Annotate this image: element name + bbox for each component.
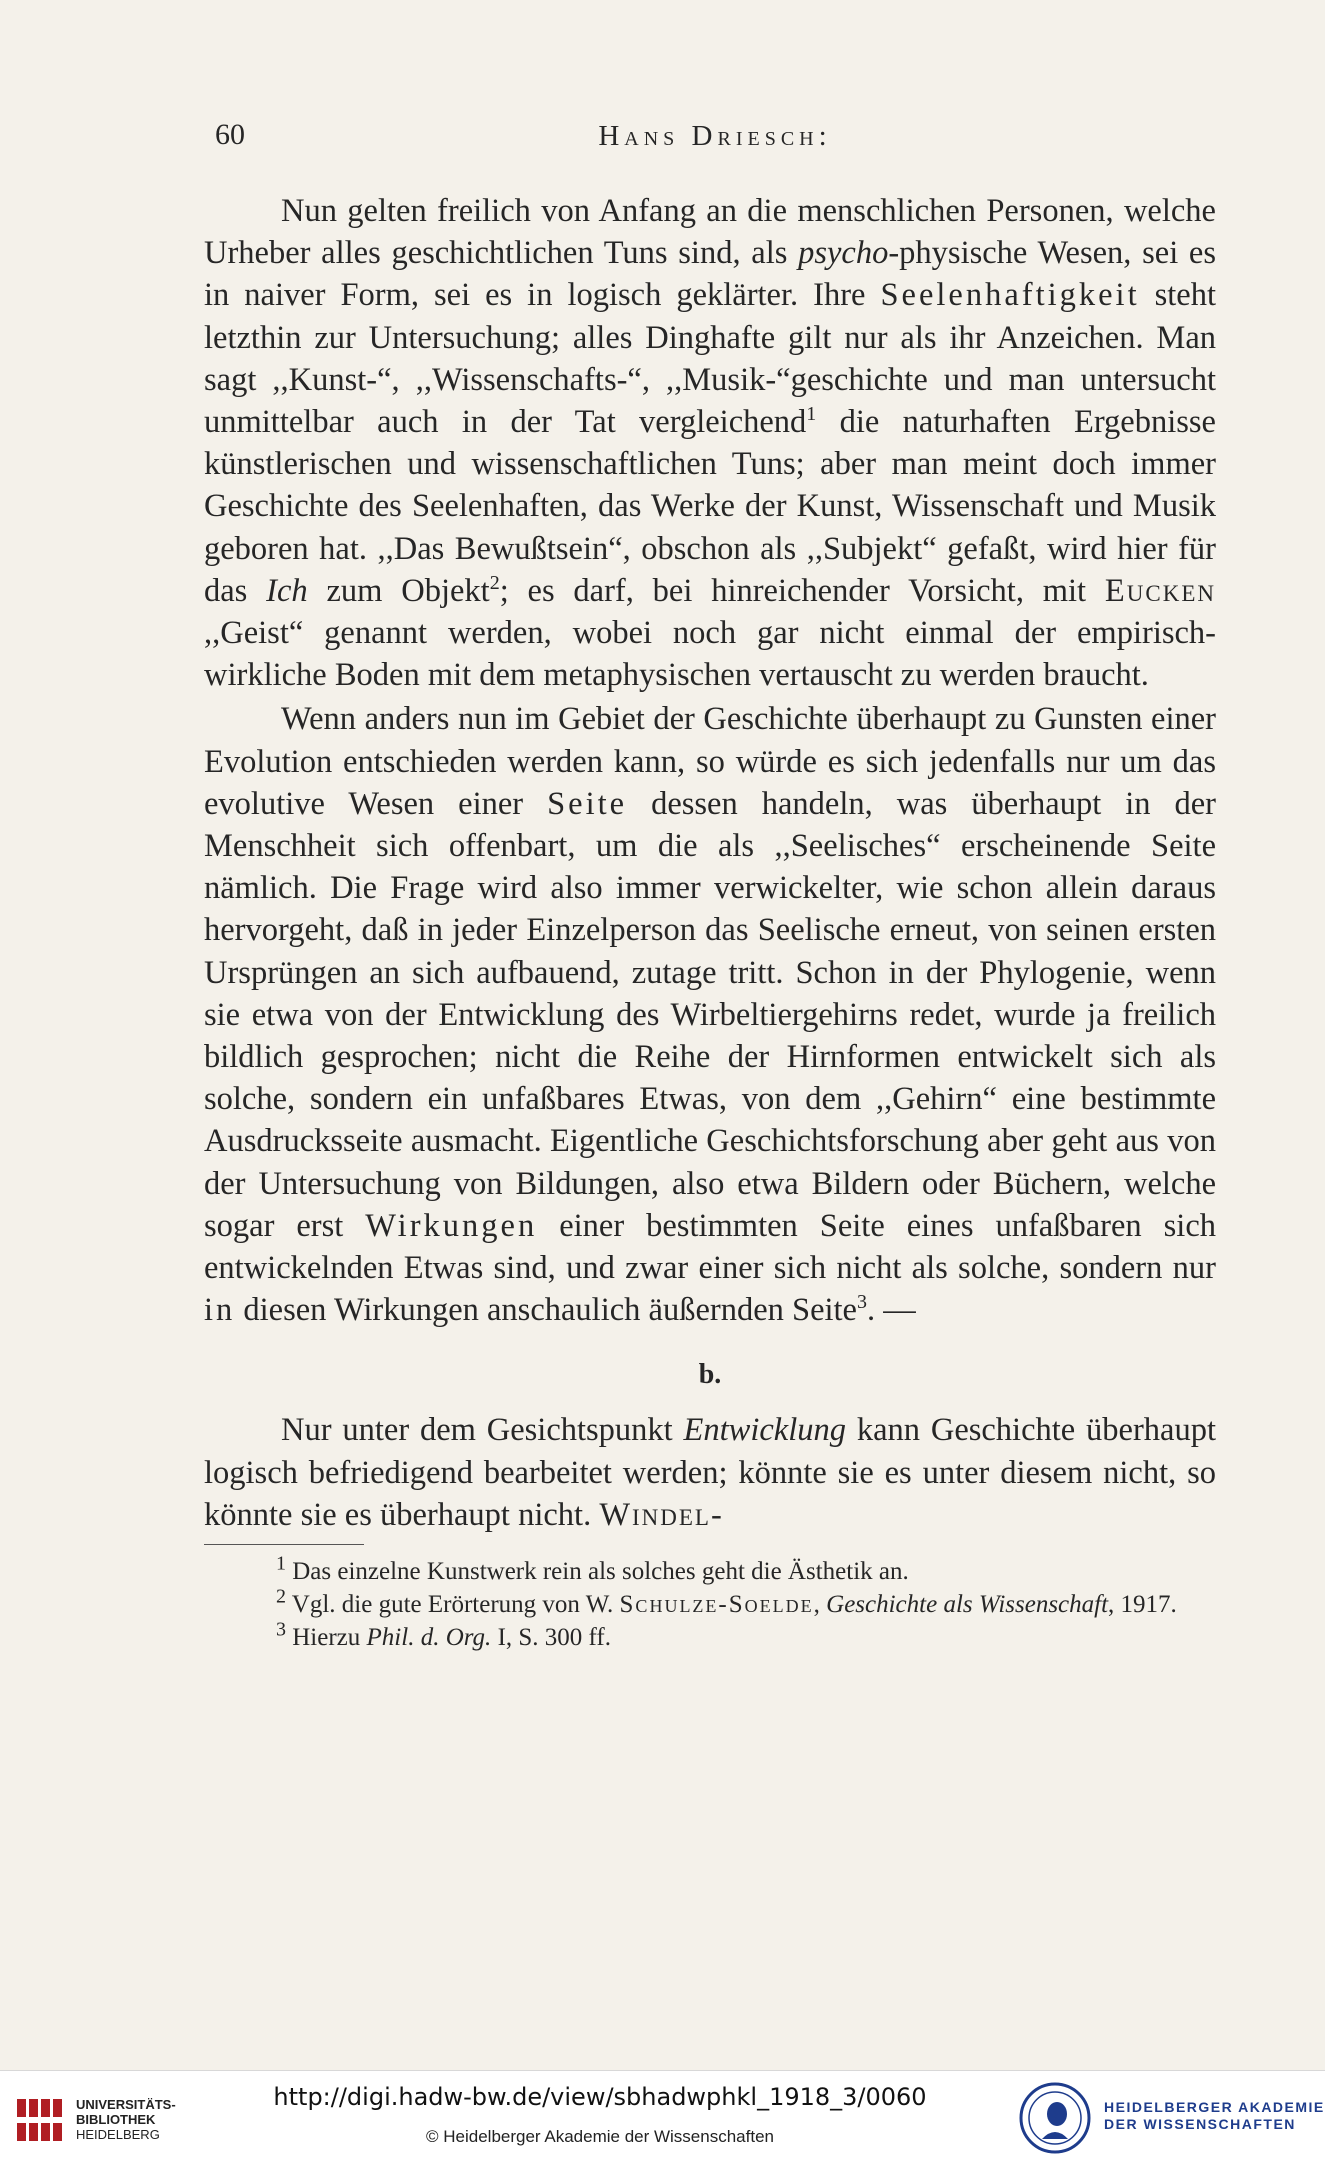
spaced-emphasis: in — [204, 1292, 236, 1329]
footnote-ref: 1 — [276, 1552, 286, 1575]
viewer-footer — [0, 2070, 1325, 2165]
running-head: Hans Driesch: — [598, 120, 832, 152]
academy-name: HEIDELBERGER AKADEMIE DER WISSENSCHAFTEN — [1104, 2099, 1325, 2132]
text-run: diesen Wirkungen anschaulich äußernden Seite — [235, 1292, 857, 1329]
paragraph — [204, 190, 1216, 696]
university-library-logo[interactable] — [14, 2089, 184, 2149]
text-run: ; es darf, bei hinreichender Vorsicht, mit — [499, 572, 1105, 609]
page-header — [215, 118, 1215, 158]
author-name: Windel- — [599, 1496, 724, 1533]
footnote — [204, 1552, 1216, 1588]
footnote — [204, 1585, 1216, 1621]
university-library-name: UNIVERSITÄTS- BIBLIOTHEK HEIDELBERG — [76, 2097, 176, 2142]
spaced-emphasis: Wirkungen — [365, 1207, 538, 1244]
academy-seal-icon[interactable] — [1018, 2081, 1092, 2155]
text-run: . — — [867, 1292, 916, 1329]
text-run: -physische Wesen, sei es in naiver Form, sei es in logisch geklärter. Ihre — [204, 235, 1216, 314]
university-library-logo-icon — [14, 2095, 66, 2145]
page-number: 60 — [215, 118, 245, 151]
text-run: I, S. 300 ff. — [491, 1624, 611, 1652]
footnote-divider — [204, 1544, 364, 1545]
footnote-ref: 2 — [276, 1585, 286, 1608]
footnote-ref: 3 — [276, 1618, 286, 1641]
text-run: Vgl. die gute Erörterung von W. — [286, 1591, 620, 1619]
text-run: die naturhaften Ergebnisse künstlerischen und wissenschaftlichen Tuns; aber man meint doch immer Geschichte des Seelenhaften, das Werke der Kunst, Wissenschaft und Musik geboren hat. ,,Das Bewußtsein“, obschon als ,,Subjekt“ gefaßt, wird hier für das — [204, 404, 1216, 609]
text-run: dessen handeln, was überhaupt in der Menschheit sich offenbart, um die als ,,Seelisches“ erscheinende Seite nämlich. Die Frage wird also immer verwickelter, wie schon allein daraus hervorgeht, daß in jeder Einzelperson das Seelische erneut, von seinen ersten Ursprüngen an sich aufbauend, zutage tritt. Schon in der Phylogenie, wenn sie etwa von der Entwicklung des Wirbeltiergehirns redet, wurde ja freilich bildlich gesprochen; nicht die Reihe der Hirnformen entwickelt sich als solche, sondern ein unfaßbares Etwas, von dem ,,Gehirn“ eine bestimmte Ausdrucksseite ausmacht. Eigentliche Geschichtsforschung aber geht aus von der Untersuchung von Bildungen, also etwa Bildern oder Büchern, welche sogar erst — [204, 785, 1216, 1244]
italic-text: Geschichte als Wissenschaft — [826, 1591, 1109, 1619]
text-run: Hierzu — [286, 1624, 367, 1652]
text-run: Nur unter dem Gesichtspunkt — [281, 1412, 684, 1449]
footnote — [204, 1618, 1216, 1654]
copyright-notice: © Heidelberger Akademie der Wissenschaften — [426, 2127, 774, 2146]
text-run: ,,Geist“ genannt werden, wobei noch gar nicht einmal der empirisch-wirkliche Boden mit dem metaphysischen vertauscht zu werden braucht. — [204, 615, 1216, 694]
text-run: kann Geschichte überhaupt logisch befriedigend bearbeitet werden; könnte sie es unter diesem nicht, so könnte sie es überhaupt nicht. — [204, 1412, 1216, 1533]
text-run: Wenn anders nun im Gebiet der Geschichte überhaupt zu Gunsten einer Evolution entschieden werden kann, so würde es sich jedenfalls nur um das evolutive Wesen einer — [204, 701, 1216, 822]
text-run: , — [813, 1591, 827, 1619]
footnote-ref: 3 — [857, 1291, 867, 1314]
section-marker: b. — [698, 1359, 722, 1391]
spaced-emphasis: Seelenhaftigkeit — [880, 277, 1140, 314]
text-run: Nun gelten freilich von Anfang an die menschlichen Personen, welche Urheber alles geschichtlichen Tuns sind, als — [204, 193, 1216, 272]
main-text — [204, 190, 1216, 1654]
footnote-ref: 1 — [806, 403, 817, 426]
italic-text: Entwicklung — [683, 1412, 847, 1449]
footnote-ref: 2 — [489, 572, 500, 594]
author-name: Schulze-Soelde — [619, 1591, 814, 1619]
text-run: zum Objekt — [307, 572, 490, 609]
paragraph — [204, 698, 1216, 1331]
paragraph — [204, 1409, 1216, 1536]
italic-text: Ich — [266, 572, 308, 609]
text-run: , 1917. — [1108, 1591, 1177, 1619]
text-run: einer bestimmten Seite eines unfaßbaren sich entwickelnden Etwas sind, und zwar einer sich nicht als solche, sondern nur — [204, 1207, 1216, 1287]
spaced-emphasis: Seite — [547, 785, 628, 822]
permalink-url[interactable]: http://digi.hadw-bw.de/view/sbhadwphkl_1918_3/0060 — [273, 2083, 927, 2111]
italic-text: psycho — [798, 235, 889, 272]
text-run: Das einzelne Kunstwerk rein als solches geht die Ästhetik an. — [286, 1558, 909, 1586]
author-name: Eucken — [1104, 572, 1216, 609]
text-run: steht letzthin zur Untersuchung; alles Dinghafte gilt nur als ihr Anzeichen. Man sagt ,,Kunst-“, ,,Wissenschafts-“, ,,Musik-“geschichte und man untersucht unmittelbar auch in der Tat vergleichend — [204, 277, 1216, 441]
italic-text: Phil. d. Org. — [366, 1624, 492, 1652]
